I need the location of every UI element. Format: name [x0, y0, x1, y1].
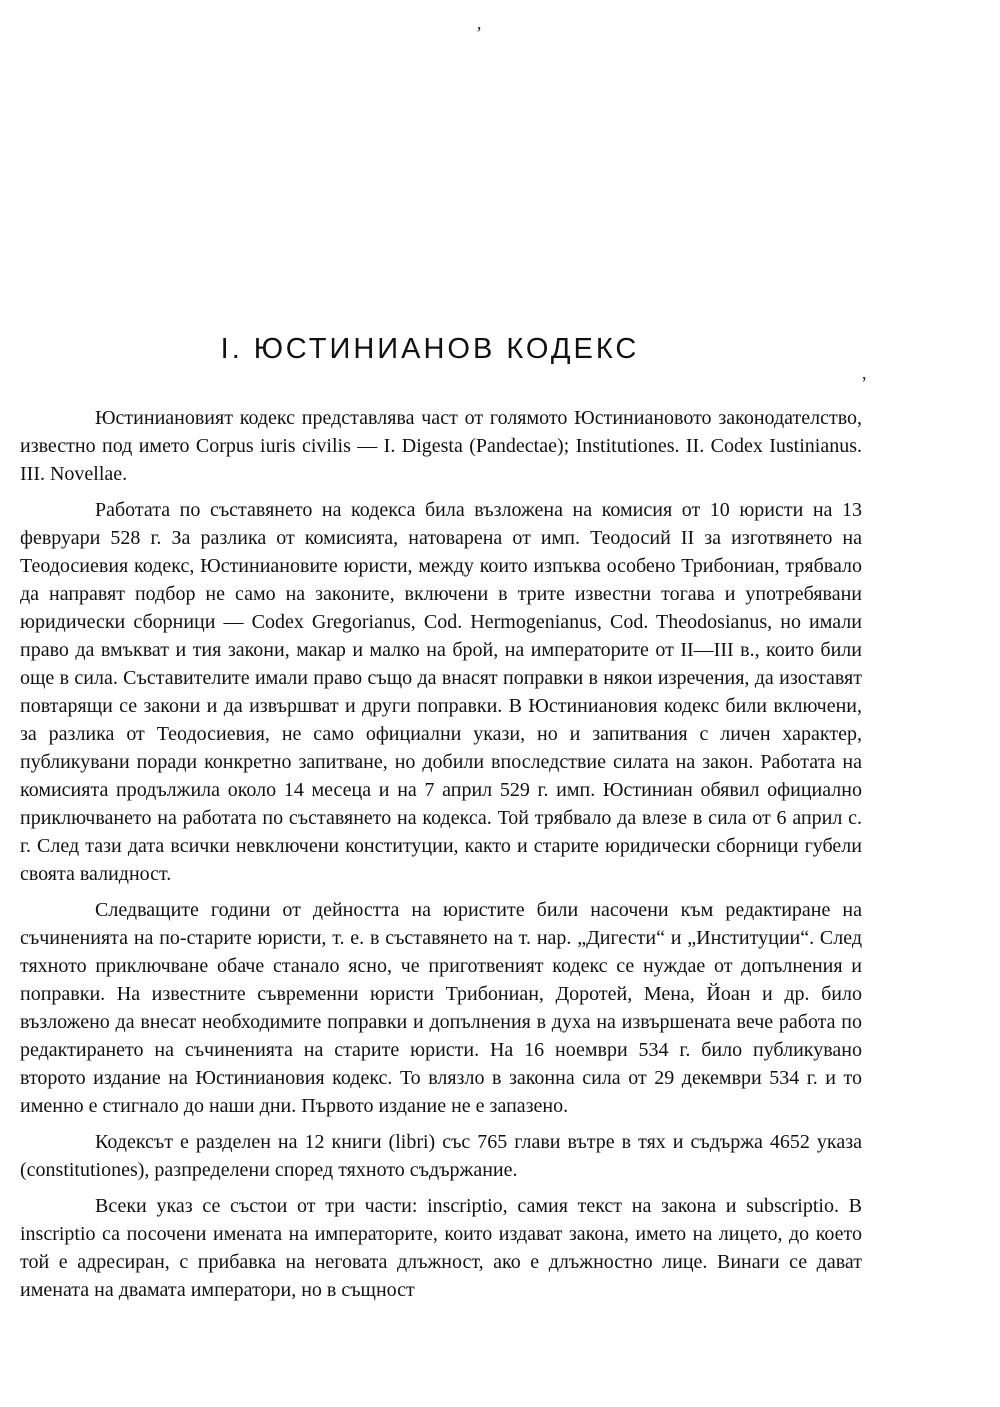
paragraph-second-edition: Следващите години от дейността на юристите били насочени към редактиране на съчиненията на по-старите юристи, т. е. в съставянето на т. нар. „Дигести“ и „Институции“. След тяхното приключване обаче станало ясно, че приготвеният кодекс се нуждае от допълнения и поправки. На известните съвременни юристи Трибониан, Доротей, Мена, Йоан и др. било възложено да внесат необходимите поправки и допълнения в духа на извършената вече работа по редактирането на съчиненията на старите юристи. На 16 ноември 534 г. било публикувано второто издание на Юстиниановия кодекс. То влязло в законна сила от 29 декември 534 г. и то именно е стигнало до наши дни. Първото издание не е запазено. — [20, 899, 862, 1117]
stray-mark-right: , — [862, 363, 867, 383]
paragraph-intro: Юстиниановият кодекс представлява част от голямото Юстиниановото законодателство, известно под името Corpus iuris civilis — I. Digesta (Pandectae); Institutiones. II. Codex Iustinianus. III. Novellae. — [20, 407, 862, 485]
body-text — [20, 404, 862, 1304]
stray-mark-top: ʼ — [476, 23, 482, 43]
paragraph-decree-parts: Всеки указ се състои от три части: inscriptio, самия текст на закона и subscriptio. В inscriptio са посочени имената на императорите, които издават закона, името на лицето, до което той е адресиран, с прибавка на неговата длъжност, ако е длъжностно лице. Винаги се дават имената на двамата императори, но в същност — [20, 1195, 862, 1301]
paragraph-structure: Кодексът е разделен на 12 книги (libri) със 765 глави вътре в тях и съдържа 4652 указа (constitutiones), разпределени според тяхното съдържание. — [20, 1131, 862, 1181]
paragraph-compilation: Работата по съставянето на кодекса била възложена на комисия от 10 юристи на 13 февруари 528 г. За разлика от комисията, натоварена от имп. Теодосий II за изготвянето на Теодосиевия кодекс, Юстиниановите юристи, между които изпъква особено Трибониан, трябвало да направят подбор не само на законите, включени в трите известни тогава и употребявани юридически сборници — Codex Gregorianus, Cod. Hermogenianus, Cod. Theodosianus, но имали право да вмъкват и тия закони, макар и малко на брой, на императорите от II—III в., които били още в сила. Съставителите имали право също да внасят поправки в някои изречения, да изоставят повтарящи се закони и да извършват и други поправки. В Юстиниановия кодекс били включени, за разлика от Теодосиевия, не само официални укази, но и запитвания с личен характер, публикувани поради конкретно запитване, но добили впоследствие силата на закон. Работата на комисията продължила около 14 месеца и на 7 април 529 г. имп. Юстиниан обявил официално приключването на работата по съставянето на кодекса. Той трябвало да влезе в сила от 6 април с. г. След тази дата всички невключени конституции, както и старите юридически сборници губели своята валидност. — [20, 499, 862, 885]
chapter-title: I. ЮСТИНИАНОВ КОДЕКС — [220, 333, 640, 365]
